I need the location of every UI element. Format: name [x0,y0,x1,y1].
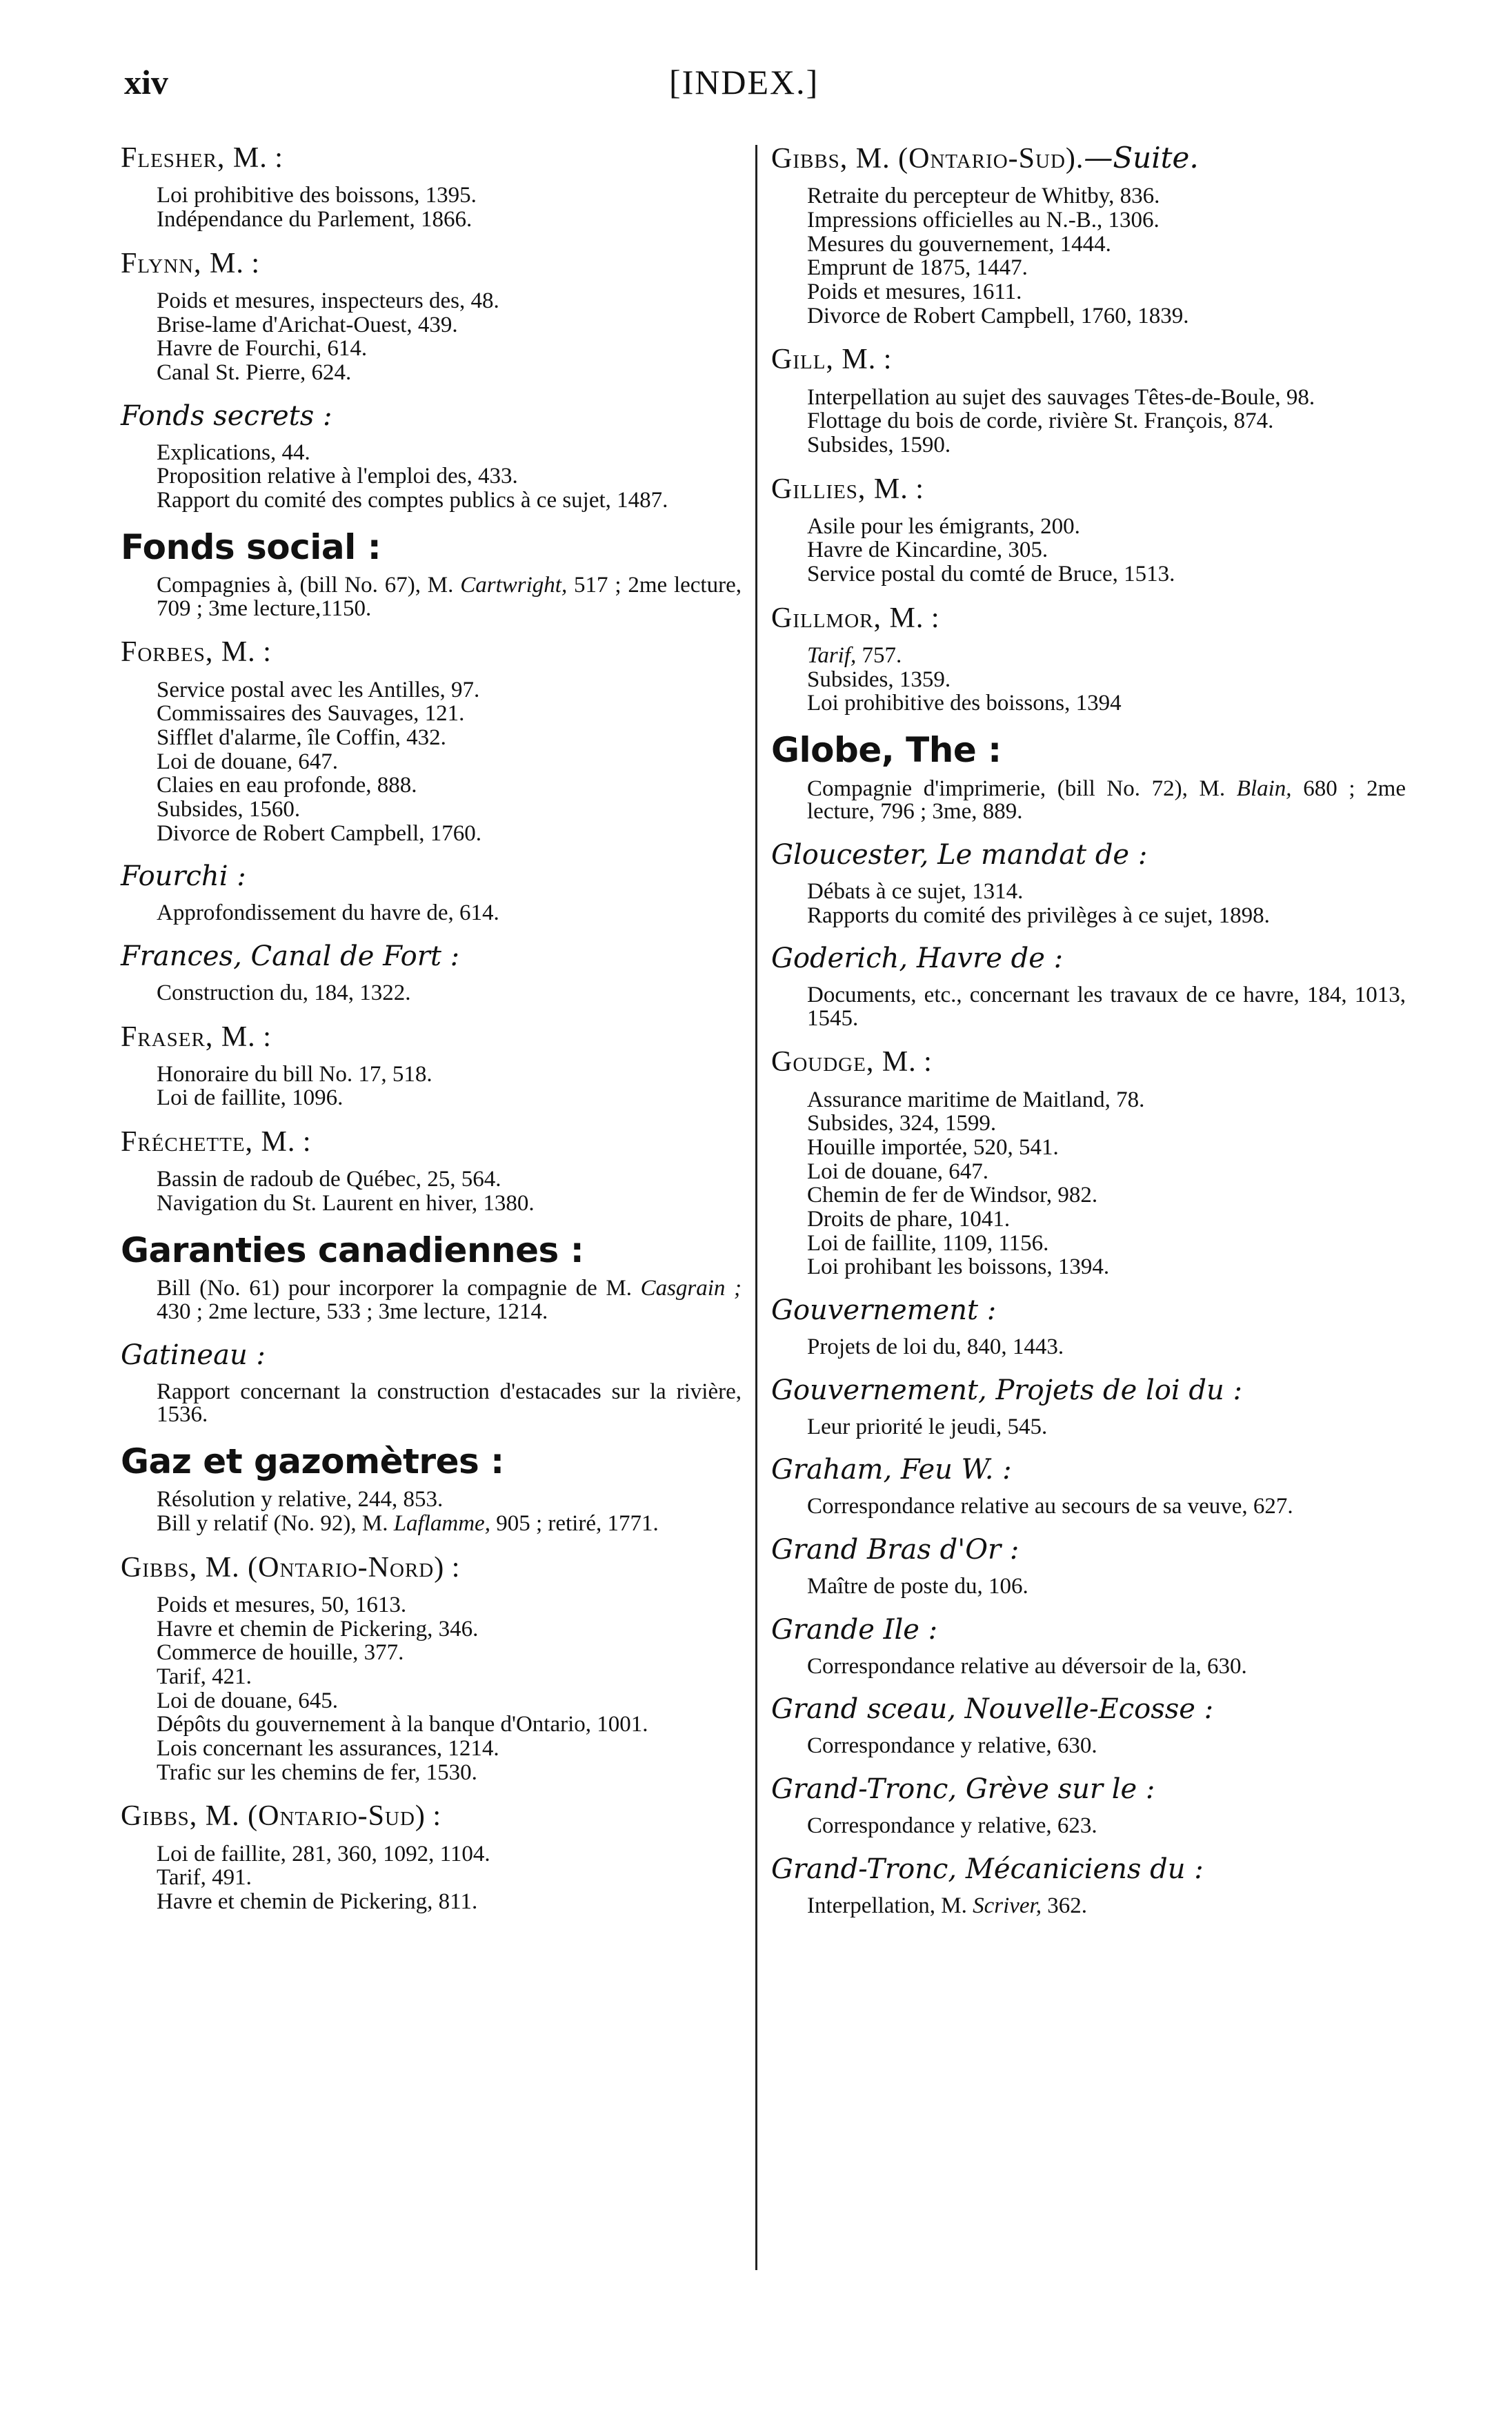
index-item: Subsides, 324, 1599. [807,1111,997,1136]
entry-suffix: : [295,1126,311,1159]
entry-suffix: : [243,247,260,279]
index-item: Bassin de radoub de Québec, 25, 564. [157,1167,501,1192]
index-entry [121,1442,742,1536]
entry-heading [771,343,1406,376]
entry-items [771,1655,1406,1679]
entry-heading [121,1021,742,1054]
entry-name: Goderich, Havre de [771,943,1045,975]
entry-name: Gouvernement [771,1294,979,1327]
entry-suffix: : [919,1613,938,1646]
entry-heading [121,635,742,669]
entry-suffix: : [444,1551,460,1584]
entry-heading [771,1454,1406,1486]
item-text: 430 ; 2me lecture, 533 ; 3me lecture, 1214. [157,1299,548,1324]
index-item: Flottage du bois de corde, rivière St. François, 874. [807,408,1274,434]
index-column-left [121,141,742,1929]
entry-items [771,1089,1406,1279]
entry-heading [771,1853,1406,1885]
entry-name: Gibbs, M. (Ontario-Sud) [121,1800,426,1833]
index-entry [771,731,1406,824]
index-item: Poids et mesures, 50, 1613. [157,1592,407,1617]
entry-suffix: : [1044,943,1064,975]
entry-suffix: : [558,1230,584,1270]
index-item: Retraite du percepteur de Whitby, 836. [807,184,1160,209]
page-header [0,62,1512,124]
entry-items [121,1277,742,1323]
index-item: Divorce de Robert Campbell, 1760. [157,820,482,846]
entry-items [121,574,742,620]
entry-items [121,1488,742,1535]
entry-heading [771,141,1406,175]
index-item: Service postal du comté de Bruce, 1513. [807,562,1175,587]
entry-items [121,679,742,846]
index-item: Explications, 44. [157,440,310,465]
entry-heading [771,1294,1406,1326]
entry-suffix: : [978,1294,997,1327]
index-item: Construction du, 184, 1322. [157,980,411,1005]
entry-items [121,1594,742,1784]
index-entry [121,860,742,925]
index-item: Canal St. Pierre, 624. [157,359,352,385]
entry-suffix: : [255,1021,271,1053]
item-text: 680 ; 2me lecture, 796 ; 3me, 889. [807,776,1406,825]
index-entry [121,1125,742,1216]
entry-suffix: : [993,1454,1012,1486]
entry-name: Fréchette, M. [121,1126,296,1159]
index-item: Dépôts du gouvernement à la banque d'Ontario, 1001. [157,1712,648,1737]
entry-items [121,1168,742,1215]
index-entry [121,940,742,1005]
entry-name: Flesher, M. [121,142,268,174]
entry-items [771,778,1406,824]
entry-heading [771,1614,1406,1646]
index-entry [121,1231,742,1324]
index-entry [771,1853,1406,1918]
entry-items [121,1381,742,1427]
index-entry [121,1021,742,1111]
index-item: Documents, etc., concernant les travaux de ce havre, 184, 1013, 1545. [807,983,1406,1031]
index-item: Correspondance relative au déversoir de la, 630. [807,1653,1247,1679]
entry-suffix: : [267,142,283,174]
index-item: Leur priorité le jeudi, 545. [807,1414,1048,1439]
index-item: Loi prohibitive des boissons, 1394 [807,691,1122,716]
index-entry [121,635,742,845]
index-item: Havre de Fourchi, 614. [157,336,368,362]
index-item: Havre et chemin de Pickering, 811. [157,1889,478,1914]
entry-name: Gill, M. [771,344,877,376]
index-item: Loi de faillite, 1096. [157,1085,344,1111]
item-text: Bill (No. 61) pour incorporer la compagnie de M. [157,1276,641,1301]
index-entry [771,141,1406,328]
entry-heading [121,528,742,568]
entry-suffix: : [479,1441,504,1481]
index-entry [771,839,1406,927]
index-item [807,644,1406,668]
index-item: Havre et chemin de Pickering, 346. [157,1616,479,1642]
entry-heading [121,400,742,432]
index-item: Indépendance du Parlement, 1866. [157,206,472,232]
index-item: Houille importée, 520, 541. [807,1135,1059,1161]
entry-suffix: : [314,400,332,432]
index-entry [771,343,1406,457]
index-item: Loi de faillite, 281, 360, 1092, 1104. [157,1841,490,1866]
entry-items [121,1063,742,1110]
index-item: Commerce de houille, 377. [157,1640,404,1666]
index-item: Assurance maritime de Maitland, 78. [807,1087,1145,1112]
entry-heading [771,839,1406,871]
index-entry [771,1614,1406,1679]
entry-suffix: : [976,730,1002,771]
entry-name: Flynn, M. [121,247,244,279]
entry-name: Grand Bras d'Or [771,1533,1002,1566]
entry-heading [771,943,1406,974]
entry-heading [121,141,742,175]
column-divider [755,145,757,2270]
item-text: 362. [1042,1893,1087,1918]
entry-items [771,1575,1406,1599]
index-entry [121,247,742,385]
entry-suffix: : [1129,838,1148,871]
index-item: Trafic sur les chemins de fer, 1530. [157,1759,477,1785]
index-item: Commissaires des Sauvages, 121. [157,701,465,727]
item-text: Compagnie d'imprimerie, (bill No. 72), M. [807,776,1237,801]
entry-suffix: : [1224,1374,1242,1406]
entry-name: Grande Ile [771,1613,919,1646]
entry-suffix: : [255,636,271,669]
index-item: Lois concernant les assurances, 1214. [157,1735,499,1761]
entry-suffix: : [228,860,246,893]
entry-suffix: : [924,602,939,634]
page-number: xiv [124,63,168,101]
index-item: Correspondance y relative, 630. [807,1733,1097,1759]
index-entry [771,1454,1406,1519]
index-item: Rapport concernant la construction d'estacades sur la rivière, 1536. [157,1379,742,1428]
entry-name: Gaz et gazomètres [121,1441,479,1481]
entry-suffix: —Suite. [1084,141,1199,175]
entry-name: Graham, Feu W. [771,1454,994,1486]
index-item: Rapport du comité des comptes publics à ce sujet, 1487. [157,487,668,513]
entry-heading [121,247,742,280]
index-item: Loi de faillite, 1109, 1156. [807,1230,1049,1256]
index-item: Service postal avec les Antilles, 97. [157,677,480,702]
index-item [157,1277,742,1323]
index-item: Correspondance relative au secours de sa veuve, 627. [807,1494,1293,1519]
entry-name: Frances, Canal de Fort [121,940,441,972]
entry-heading [771,1534,1406,1566]
entry-name: Gibbs, M. (Ontario-Sud). [771,143,1084,175]
index-item: Loi prohibitive des boissons, 1395. [157,183,477,208]
item-name-italic: Scriver, [973,1893,1042,1918]
index-entry [121,1551,742,1785]
index-item: Loi de douane, 647. [807,1159,989,1184]
entry-name: Globe, The [771,730,977,771]
entry-name: Goudge, M. [771,1046,917,1078]
index-item: Débats à ce sujet, 1314. [807,878,1024,904]
entry-name: Gouvernement, Projets de loi du [771,1374,1224,1406]
entry-items [121,184,742,231]
index-item: Maître de poste du, 106. [807,1573,1028,1599]
index-item: Projets de loi du, 840, 1443. [807,1334,1064,1360]
index-entry [771,1693,1406,1758]
index-item: Rapports du comité des privilèges à ce sujet, 1898. [807,903,1270,928]
index-item [157,574,742,620]
entry-suffix: : [916,1046,932,1078]
entry-name: Gloucester, Le mandat de [771,838,1130,871]
entry-suffix: : [1001,1533,1019,1566]
entry-items [771,984,1406,1030]
entry-items [771,1895,1406,1918]
index-column-right [771,141,1406,1933]
index-item: Havre de Kincardine, 305. [807,538,1048,563]
entry-items [121,902,742,925]
entry-heading [771,1045,1406,1078]
entry-name: Grand-Tronc, Grève sur le [771,1773,1137,1805]
page-label: [INDEX.] [669,63,819,101]
entry-suffix: : [1137,1773,1155,1805]
index-entry [771,473,1406,586]
entry-name: Fourchi [121,860,228,893]
entry-items [771,644,1406,716]
index-item: Droits de phare, 1041. [807,1207,1011,1232]
entry-heading [771,731,1406,771]
item-text: 517 ; 2me lecture, 709 ; 3me lecture,1150. [157,573,742,621]
entry-suffix: : [247,1339,266,1371]
item-name-italic: Cartwright, [460,573,568,598]
index-item: Poids et mesures, inspecteurs des, 48. [157,288,499,313]
entry-suffix: : [425,1800,441,1833]
index-item: Subsides, 1590. [807,432,951,457]
entry-heading [771,1693,1406,1725]
index-entry [121,400,742,513]
entry-heading [771,473,1406,506]
index-item: Chemin de fer de Windsor, 982. [807,1183,1098,1208]
index-item: Claies en eau profonde, 888. [157,773,417,798]
index-item: Mesures du gouvernement, 1444. [807,231,1111,257]
index-item: Impressions officielles au N.-B., 1306. [807,207,1160,233]
index-item: Asile pour les émigrants, 200. [807,513,1080,539]
entry-items [771,185,1406,328]
entry-items [121,290,742,385]
entry-suffix: : [876,344,892,376]
entry-suffix: : [1185,1853,1204,1885]
index-entry [771,943,1406,1030]
index-entry [771,1534,1406,1599]
index-item: Subsides, 1359. [807,667,951,692]
entry-items [771,1416,1406,1439]
entry-name: Fonds social [121,526,356,567]
entry-items [121,442,742,513]
index-entry [771,1045,1406,1279]
item-name-italic: Blain, [1236,776,1292,801]
index-item: Loi prohibant les boissons, 1394. [807,1254,1110,1280]
entry-items [771,1735,1406,1758]
entry-name: Gillies, M. [771,473,908,505]
entry-items [771,515,1406,586]
entry-items [121,1843,742,1914]
entry-name: Fraser, M. [121,1021,256,1053]
index-item: Approfondissement du havre de, 614. [157,900,499,926]
entry-name: Gatineau [121,1339,248,1371]
entry-heading [771,602,1406,635]
index-item [807,1895,1406,1918]
item-text: 757. [856,643,902,669]
index-entry [121,1339,742,1427]
index-entry [771,1294,1406,1359]
index-item: Loi de douane, 647. [157,749,339,774]
index-item: Correspondance y relative, 623. [807,1813,1097,1838]
entry-suffix: : [1195,1693,1214,1726]
index-item: Navigation du St. Laurent en hiver, 1380. [157,1191,535,1216]
entry-suffix: : [441,940,460,972]
entry-heading [121,1442,742,1482]
item-name-italic: Tarif, [807,643,857,669]
index-item: Résolution y relative, 244, 853. [157,1487,444,1512]
entry-suffix: : [908,473,924,505]
item-text: Bill y relatif (No. 92), M. [157,1511,394,1537]
entry-heading [121,1800,742,1833]
index-item: Sifflet d'alarme, île Coffin, 432. [157,724,446,750]
item-name-italic: Laflamme, [393,1511,490,1537]
entry-items [771,1815,1406,1838]
entry-name: Grand sceau, Nouvelle-Ecosse [771,1693,1195,1726]
index-item: Tarif, 421. [157,1664,252,1689]
index-item: Tarif, 491. [157,1865,252,1891]
entry-items [771,1336,1406,1359]
index-entry [771,602,1406,716]
entry-items [771,1495,1406,1519]
entry-items [771,386,1406,457]
entry-heading [771,1773,1406,1805]
index-item: Loi de douane, 645. [157,1688,339,1713]
item-text: Interpellation, M. [807,1893,973,1918]
entry-heading [121,940,742,972]
item-text: Compagnies à, (bill No. 67), M. [157,573,461,598]
index-entry [771,1773,1406,1838]
entry-suffix: : [355,526,381,567]
entry-heading [121,1339,742,1371]
index-entry [121,141,742,232]
entry-name: Fonds secrets [121,400,315,432]
index-item: Brise-lame d'Arichat-Ouest, 439. [157,312,458,337]
index-entry [121,1800,742,1913]
entry-name: Garanties canadiennes [121,1230,559,1270]
index-item: Poids et mesures, 1611. [807,279,1022,304]
index-item [807,778,1406,824]
index-item: Proposition relative à l'emploi des, 433. [157,464,518,489]
entry-heading [121,1231,742,1271]
index-item: Subsides, 1560. [157,796,301,822]
entry-heading [121,1125,742,1159]
index-entry [771,1374,1406,1439]
item-name-italic: Casgrain ; [640,1276,742,1301]
entry-heading [121,860,742,892]
index-item [157,1512,742,1536]
entry-name: Gibbs, M. (Ontario-Nord) [121,1551,445,1584]
entry-items [771,880,1406,927]
item-text: 905 ; retiré, 1771. [490,1511,659,1537]
entry-heading [771,1374,1406,1406]
entry-name: Gillmor, M. [771,602,924,634]
index-item: Honoraire du bill No. 17, 518. [157,1061,432,1087]
entry-heading [121,1551,742,1584]
index-item: Divorce de Robert Campbell, 1760, 1839. [807,303,1189,328]
entry-name: Forbes, M. [121,636,256,669]
index-item: Emprunt de 1875, 1447. [807,255,1028,281]
index-item: Interpellation au sujet des sauvages Têtes-de-Boule, 98. [807,384,1315,410]
index-entry [121,528,742,621]
entry-items [121,982,742,1005]
entry-name: Grand-Tronc, Mécaniciens du [771,1853,1186,1885]
